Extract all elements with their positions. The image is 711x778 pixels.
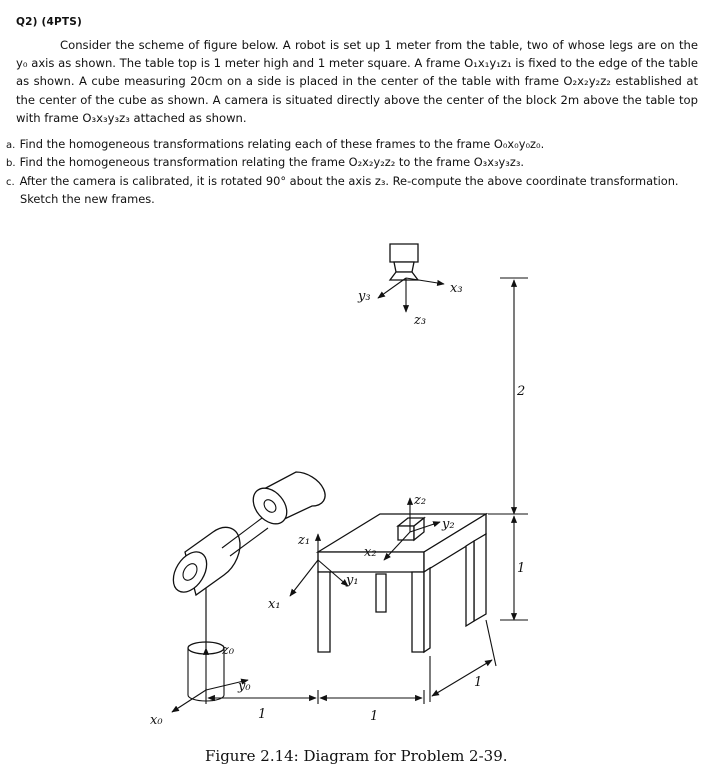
list-item-text: Find the homogeneous transformation relating the frame O₂x₂y₂z₂ to the frame O₃x₃y₃z₃. [19,155,525,170]
label-x1: x₁ [268,597,281,612]
list-item-b [6,154,706,172]
label-z3: z₃ [414,313,427,328]
label-x3: x₃ [450,281,463,296]
label-y2: y₂ [442,517,455,532]
label-z2: z₂ [414,493,427,508]
dim-table-width: 1 [370,709,379,724]
label-y1: y₁ [346,573,359,588]
label-x0: x₀ [150,713,163,728]
list-item-text: Find the homogeneous transformations relating each of these frames to the frame O₀x₀y₀z₀. [19,137,545,151]
label-x2: x₂ [364,545,377,560]
dim-table-height: 1 [517,561,526,576]
question-heading: Q2) (4PTS) [16,16,83,28]
dim-camera-height: 2 [517,384,526,399]
label-y0: y₀ [238,679,251,694]
list-item-continuation: Sketch the new frames. [20,192,155,207]
frame-3 [357,278,463,328]
robot-arm [166,472,325,701]
list-marker: a. [6,140,16,151]
list-marker: c. [6,176,15,188]
label-y3: y₃ [358,289,371,304]
dim-table-depth: 1 [474,675,483,690]
figure-caption: Figure 2.14: Diagram for Problem 2-39. [205,747,508,765]
robot-table-diagram [0,200,711,778]
label-z0: z₀ [222,643,235,658]
question-list [6,136,706,208]
frame-0 [150,643,251,728]
paragraph-text: Consider the scheme of figure below. A robot is set up 1 meter from the table, two of whose legs are on the y₀ axis as shown. The table top is 1 meter high and 1 meter square. A frame O₁x₁y₁z₁ is fixed to the edge of the table as shown. A cube measuring 20cm on a side is placed in the center of the table with frame O₂x₂y₂z₂ established at the center of the cube as shown. A camera is situated directly above the center of the block 2m above the table top with frame O₃x₃y₃z₃ attached as shown. [16,38,698,125]
question-paragraph [16,36,698,127]
label-z1: z₁ [298,533,311,548]
list-item-a [6,136,706,154]
camera [390,244,418,280]
list-item-text: After the camera is calibrated, it is rotated 90° about the axis z₃. Re-compute the above coordinate transformation. [19,173,679,188]
list-marker: b. [6,158,16,170]
dim-robot-to-table: 1 [258,707,267,722]
